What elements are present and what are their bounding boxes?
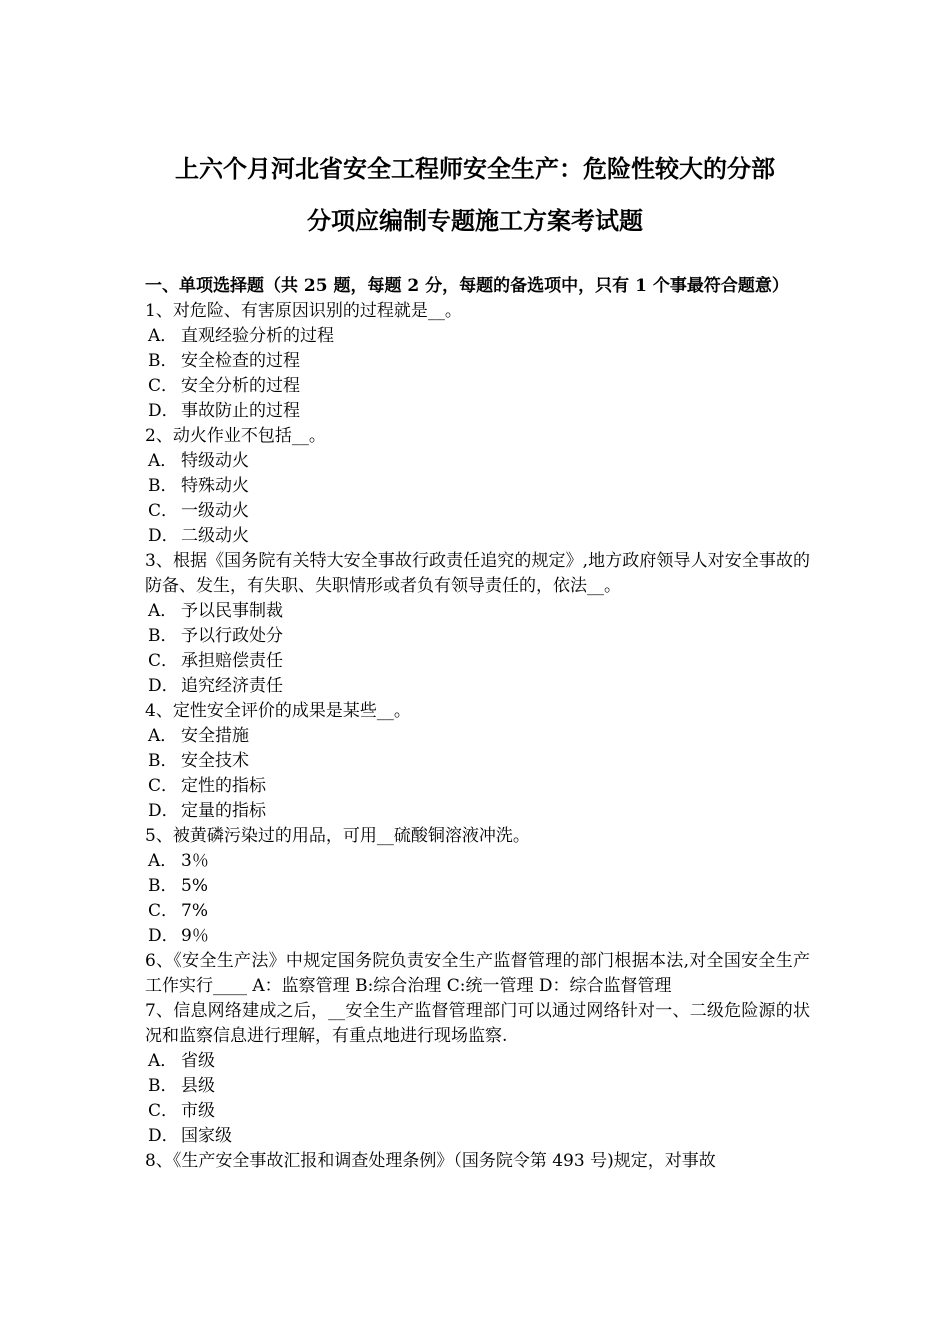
option-text: 5% <box>181 876 208 896</box>
option-letter: B． <box>148 626 178 646</box>
document-body <box>145 274 810 1174</box>
option-text: 予以民事制裁 <box>181 601 283 621</box>
option-letter: B． <box>148 876 178 896</box>
question-text: 4、定性安全评价的成果是某些__。 <box>145 701 411 721</box>
question-text: 8、《生产安全事故汇报和调查处理条例》（国务院令第 493 号)规定，对事故 <box>145 1151 716 1171</box>
answer-option <box>145 1074 810 1099</box>
question-text: 5、被黄磷污染过的用品，可用__硫酸铜溶液冲洗。 <box>145 826 530 846</box>
answer-option <box>145 674 810 699</box>
option-text: 3％ <box>181 851 209 871</box>
option-text: 9％ <box>181 926 209 946</box>
option-text: 二级动火 <box>181 526 249 546</box>
answer-option <box>145 474 810 499</box>
answer-option <box>145 924 810 949</box>
option-letter: C． <box>148 501 179 521</box>
answer-option <box>145 374 810 399</box>
question-text: 3、根据《国务院有关特大安全事故行政责任追究的规定》,地方政府领导人对安全事故的防备、发生，有失职、失职情形或者负有领导责任的，依法__。 <box>145 551 810 596</box>
question-text: 6、《安全生产法》中规定国务院负责安全生产监督管理的部门根据本法,对全国安全生产工作实行____ A：监察管理 B:综合治理 C:统一管理 D：综合监督管理 <box>145 951 810 996</box>
option-text: 市级 <box>181 1101 215 1121</box>
answer-option <box>145 399 810 424</box>
option-letter: C． <box>148 1101 179 1121</box>
option-text: 特级动火 <box>181 451 249 471</box>
option-letter: D． <box>148 1126 179 1146</box>
option-letter: D． <box>148 676 179 696</box>
answer-option <box>145 799 810 824</box>
answer-option <box>145 874 810 899</box>
answer-option <box>145 449 810 474</box>
option-text: 县级 <box>181 1076 215 1096</box>
option-text: 国家级 <box>181 1126 232 1146</box>
answer-option <box>145 349 810 374</box>
option-letter: A． <box>148 851 178 871</box>
option-letter: D． <box>148 926 179 946</box>
option-text: 安全检查的过程 <box>181 351 300 371</box>
option-letter: A． <box>148 1051 178 1071</box>
option-text: 省级 <box>181 1051 215 1071</box>
answer-option <box>145 899 810 924</box>
question-list <box>145 299 810 1174</box>
option-letter: A． <box>148 326 178 346</box>
answer-option <box>145 649 810 674</box>
question-text: 1、对危险、有害原因识别的过程就是__。 <box>145 301 462 321</box>
option-text: 一级动火 <box>181 501 249 521</box>
option-letter: D． <box>148 401 179 421</box>
option-text: 安全技术 <box>181 751 249 771</box>
question-text: 2、动火作业不包括__。 <box>145 426 326 446</box>
option-letter: B． <box>148 351 178 371</box>
option-text: 追究经济责任 <box>181 676 283 696</box>
option-letter: A． <box>148 601 178 621</box>
option-text: 定量的指标 <box>181 801 266 821</box>
option-text: 事故防止的过程 <box>181 401 300 421</box>
option-letter: D． <box>148 801 179 821</box>
option-letter: B． <box>148 751 178 771</box>
answer-option <box>145 1124 810 1149</box>
option-text: 承担赔偿责任 <box>181 651 283 671</box>
option-text: 定性的指标 <box>181 776 266 796</box>
option-text: 特殊动火 <box>181 476 249 496</box>
option-letter: A． <box>148 451 178 471</box>
answer-option <box>145 749 810 774</box>
answer-option <box>145 599 810 624</box>
answer-option <box>145 624 810 649</box>
answer-option <box>145 499 810 524</box>
answer-option <box>145 524 810 549</box>
option-letter: C． <box>148 651 179 671</box>
option-letter: C． <box>148 376 179 396</box>
document-title-line-1: 上六个月河北省安全工程师安全生产：危险性较大的分部 <box>175 154 775 183</box>
answer-option <box>145 849 810 874</box>
option-letter: C． <box>148 776 179 796</box>
option-text: 安全分析的过程 <box>181 376 300 396</box>
option-letter: C． <box>148 901 179 921</box>
option-letter: D． <box>148 526 179 546</box>
answer-option <box>145 724 810 749</box>
option-letter: B． <box>148 1076 178 1096</box>
option-text: 7% <box>181 901 208 921</box>
option-text: 直观经验分析的过程 <box>181 326 334 346</box>
option-text: 予以行政处分 <box>181 626 283 646</box>
option-letter: A． <box>148 726 178 746</box>
section-heading: 一、单项选择题（共 25 题，每题 2 分，每题的备选项中，只有 1 个事最符合题意） <box>145 276 789 296</box>
document-title-line-2: 分项应编制专题施工方案考试题 <box>307 206 643 235</box>
answer-option <box>145 1049 810 1074</box>
answer-option <box>145 324 810 349</box>
option-text: 安全措施 <box>181 726 249 746</box>
answer-option <box>145 774 810 799</box>
option-letter: B． <box>148 476 178 496</box>
answer-option <box>145 1099 810 1124</box>
question-text: 7、信息网络建成之后，__安全生产监督管理部门可以通过网络针对一、二级危险源的状况和监察信息进行理解，有重点地进行现场监察. <box>145 1001 810 1046</box>
